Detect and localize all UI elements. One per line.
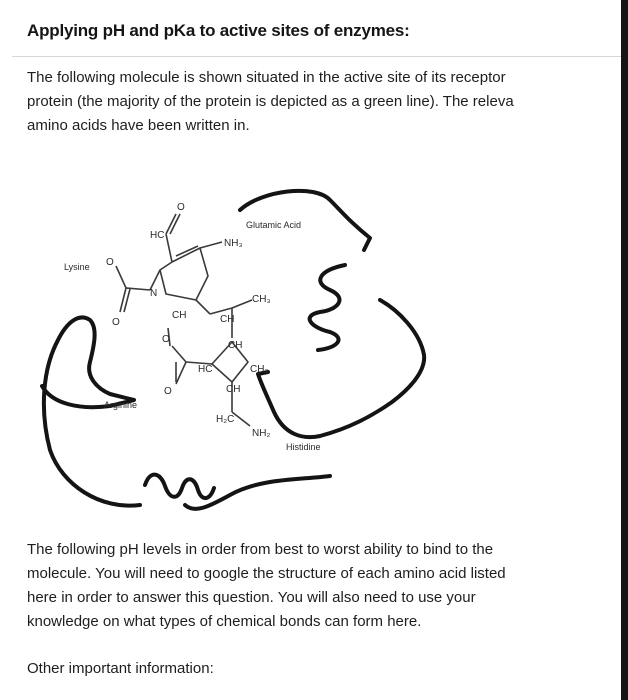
- molecule-diagram: [0, 150, 628, 530]
- protein-line-bottom: [185, 476, 330, 509]
- right-edge-border: [621, 0, 628, 700]
- body-line: here in order to answer this question. You will also need to use your: [27, 589, 476, 606]
- protein-line-right: [258, 300, 424, 437]
- other-info-heading: Other important information:: [27, 660, 214, 677]
- label-lysine: Lysine: [64, 262, 90, 272]
- atom-n: N: [150, 288, 158, 299]
- atom-ch3-a: CH₃: [252, 294, 271, 305]
- question-paragraph: [27, 538, 627, 634]
- atom-ch3-b: CH₃: [250, 364, 269, 375]
- body-line: knowledge on what types of chemical bonds can form here.: [27, 613, 422, 630]
- atom-o-low: O: [164, 386, 172, 397]
- protein-line-left: [42, 317, 140, 505]
- label-arginine: Arginine: [104, 400, 138, 410]
- divider: [12, 56, 628, 57]
- intro-line: The following molecule is shown situated in the active site of its receptor: [27, 69, 506, 86]
- atom-h2c: H₂C: [216, 414, 235, 425]
- label-glutamic-acid: Glutamic Acid: [246, 220, 302, 230]
- atom-ch-b: CH: [220, 314, 235, 325]
- atom-hc-top: HC: [150, 230, 165, 241]
- atom-o-top: O: [177, 202, 185, 213]
- protein-line-wave: [145, 475, 214, 498]
- body-line: The following pH levels in order from best to worst ability to bind to the: [27, 541, 494, 558]
- intro-line: protein (the majority of the protein is depicted as a green line). The releva: [27, 93, 514, 110]
- atom-o-left: O: [112, 317, 120, 328]
- atom-nh2: NH₂: [252, 428, 271, 439]
- atom-o-mid: O: [162, 334, 170, 345]
- atom-ch-a: CH: [172, 310, 187, 321]
- intro-paragraph: [27, 66, 628, 138]
- section-heading: Applying pH and pKa to active sites of enzymes:: [27, 21, 410, 40]
- active-site-figure: [0, 150, 628, 530]
- intro-line: amino acids have been written in.: [27, 117, 250, 134]
- atom-nh3: NH₃: [224, 238, 243, 249]
- body-line: molecule. You will need to google the structure of each amino acid listed: [27, 565, 506, 582]
- atom-o-minus: O: [106, 257, 114, 268]
- label-histidine: Histidine: [286, 442, 321, 452]
- ring-bonds: [160, 248, 208, 300]
- protein-line-squiggle: [310, 265, 345, 350]
- atom-ch-d: CH: [226, 384, 241, 395]
- atom-hc-mid: HC: [198, 364, 213, 375]
- atom-ch-c: CH: [228, 340, 243, 351]
